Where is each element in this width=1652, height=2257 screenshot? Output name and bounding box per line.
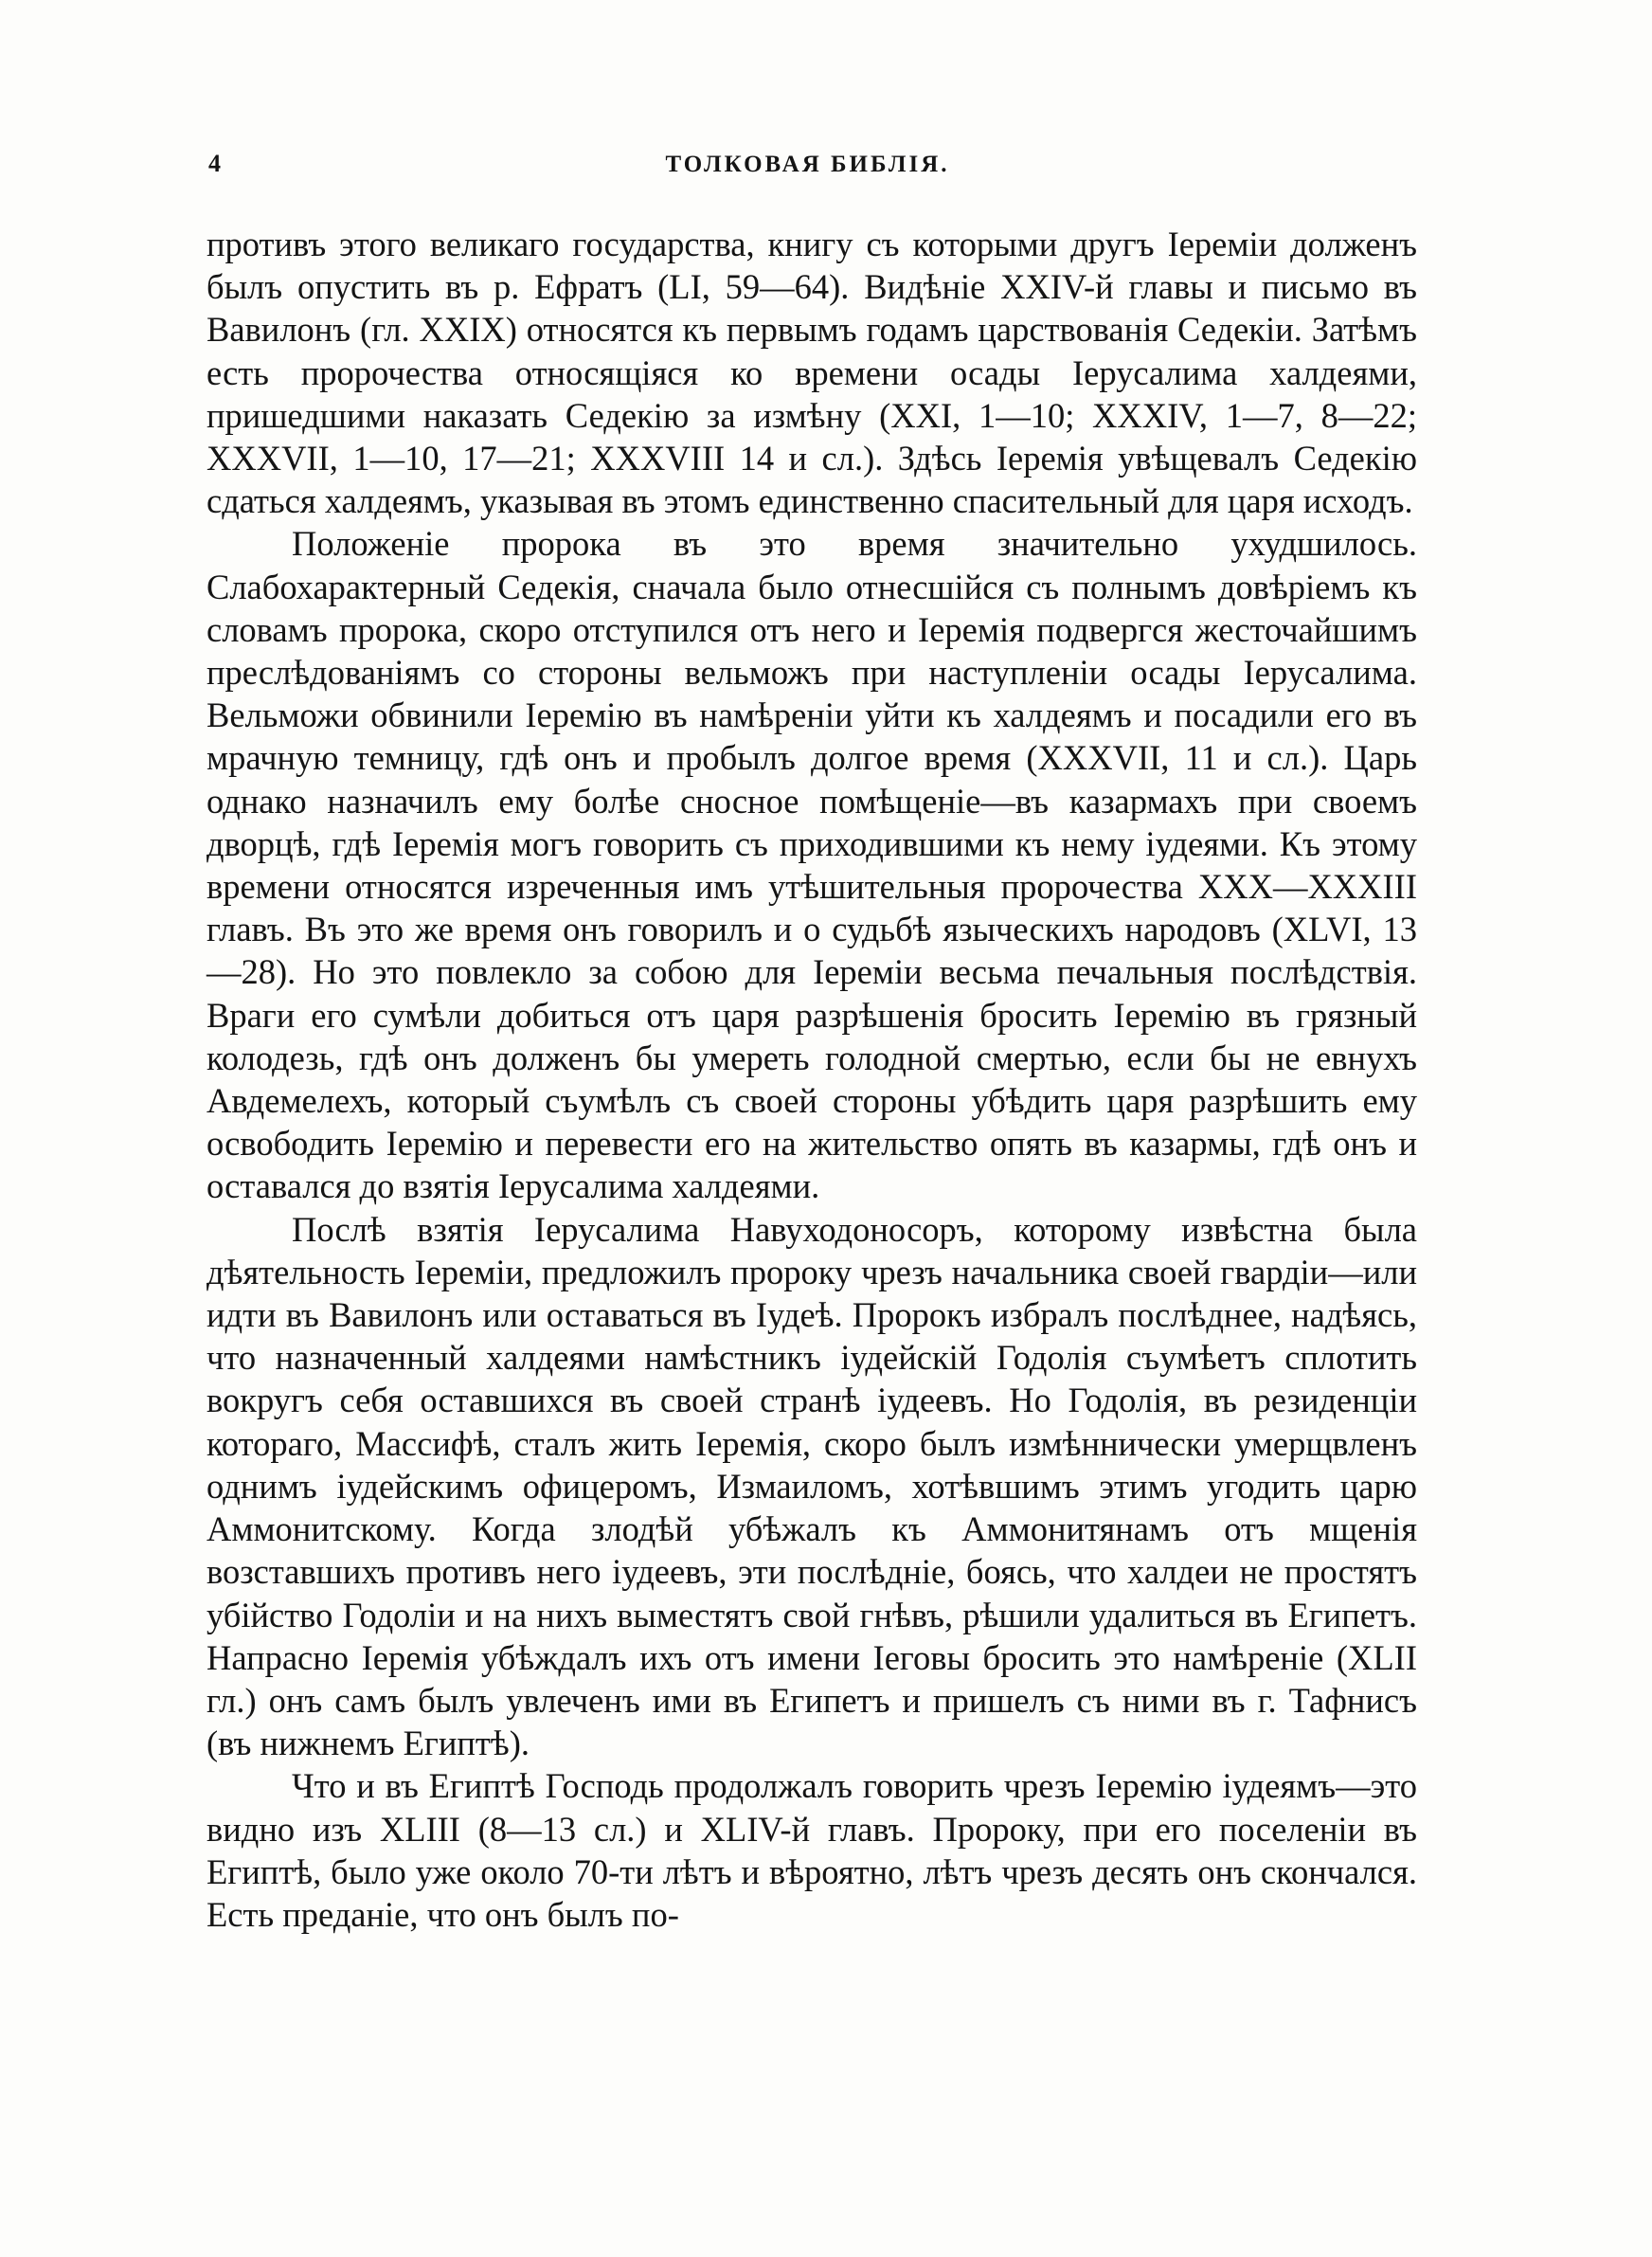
paragraph-2: Положеніе пророка въ это время значительно ухудшилось. Слабохарактерный Седекія, сначала было отнесшійся съ полнымъ довѣріемъ къ словамъ пророка, скоро отступился отъ него и Іеремія подвергся жесточайшимъ преслѣдованіямъ со стороны вельможъ при наступленіи осады Іерусалима. Вельможи обвинили Іеремію въ намѣреніи уйти къ халдеямъ и посадили его въ мрачную темницу, гдѣ онъ и пробылъ долгое время (XXXVII, 11 и сл.). Царь однако назначилъ ему болѣе сносное помѣщеніе—въ казармахъ при своемъ дворцѣ, гдѣ Іеремія могъ говорить съ приходившими къ нему іудеями. Къ этому времени относятся изреченныя имъ утѣшительныя пророчества XXX—XXXIII главъ. Въ это же время онъ говорилъ и о судьбѣ языческихъ народовъ (XLVI, 13—28). Но это повлекло за собою для Іереміи весьма печальныя послѣдствія. Враги его сумѣли добиться отъ царя разрѣшенія бросить Іеремію въ грязный колодезь, гдѣ онъ долженъ бы умереть голодной смертью, если бы не евнухъ Авдемелехъ, который съумѣлъ съ своей стороны убѣдить царя разрѣшить ему освободить Іеремію и перевести его на жительство опять въ казармы, гдѣ онъ и оставался до взятія Іерусалима халдеями. [206, 524, 1417, 1206]
paragraph-1: противъ этого великаго государства, книгу съ которыми другъ Іереміи долженъ былъ опустить въ р. Ефратъ (LI, 59—64). Видѣніе XXIV-й главы и письмо въ Вавилонъ (гл. XXIX) относятся къ первымъ годамъ царствованія Седекіи. Затѣмъ есть пророчества относящіяся ко времени осады Іерусалима халдеями, пришедшими наказать Седекію за измѣну (XXI, 1—10; XXXIV, 1—7, 8—22; XXXVII, 1—10, 17—21; XXXVIII 14 и сл.). Здѣсь Іеремія увѣщевалъ Седекію сдаться халдеямъ, указывая въ этомъ единственно спасительный для царя исходъ. [206, 225, 1417, 521]
page-number: 4 [208, 150, 221, 177]
paragraph-3: Послѣ взятія Іерусалима Навуходоносоръ, которому извѣстна была дѣятельность Іереміи, предложилъ пророку чрезъ начальника своей гвардіи—или идти въ Вавилонъ или оставаться въ Іудеѣ. Пророкъ избралъ послѣднее, надѣясь, что назначенный халдеями намѣстникъ іудейскій Годолія съумѣетъ сплотить вокругъ себя оставшихся въ своей странѣ іудеевъ. Но Годолія, въ резиденціи котораго, Массифѣ, сталъ жить Іеремія, скоро былъ измѣннически умерщвленъ однимъ іудейскимъ офицеромъ, Измаиломъ, хотѣвшимъ этимъ угодить царю Аммонитскому. Когда злодѣй убѣжалъ къ Аммонитянамъ отъ мщенія возставшихъ противъ него іудеевъ, эти послѣдніе, боясь, что халдеи не простятъ убійство Годоліи и на нихъ выместятъ свой гнѣвъ, рѣшили удалиться въ Египетъ. Напрасно Іеремія убѣждалъ ихъ отъ имени Іеговы бросить это намѣреніе (XLII гл.) онъ самъ былъ увлеченъ ими въ Египетъ и пришелъ съ ними въ г. Тафнисъ (въ нижнемъ Египтѣ). [206, 1209, 1417, 1763]
running-title: ТОЛКОВАЯ БИБЛІЯ. [665, 152, 950, 177]
body-text [206, 223, 1417, 1936]
paragraph-4: Что и въ Египтѣ Господь продолжалъ говорить чрезъ Іеремію іудеямъ—это видно изъ XLIII (8—13 сл.) и XLIV-й главъ. Пророку, при его поселеніи въ Египтѣ, было уже около 70-ти лѣтъ и вѣроятно, лѣтъ чрезъ десять онъ скончался. Есть преданіе, что онъ былъ по- [206, 1766, 1417, 1934]
page-header [199, 150, 1416, 188]
